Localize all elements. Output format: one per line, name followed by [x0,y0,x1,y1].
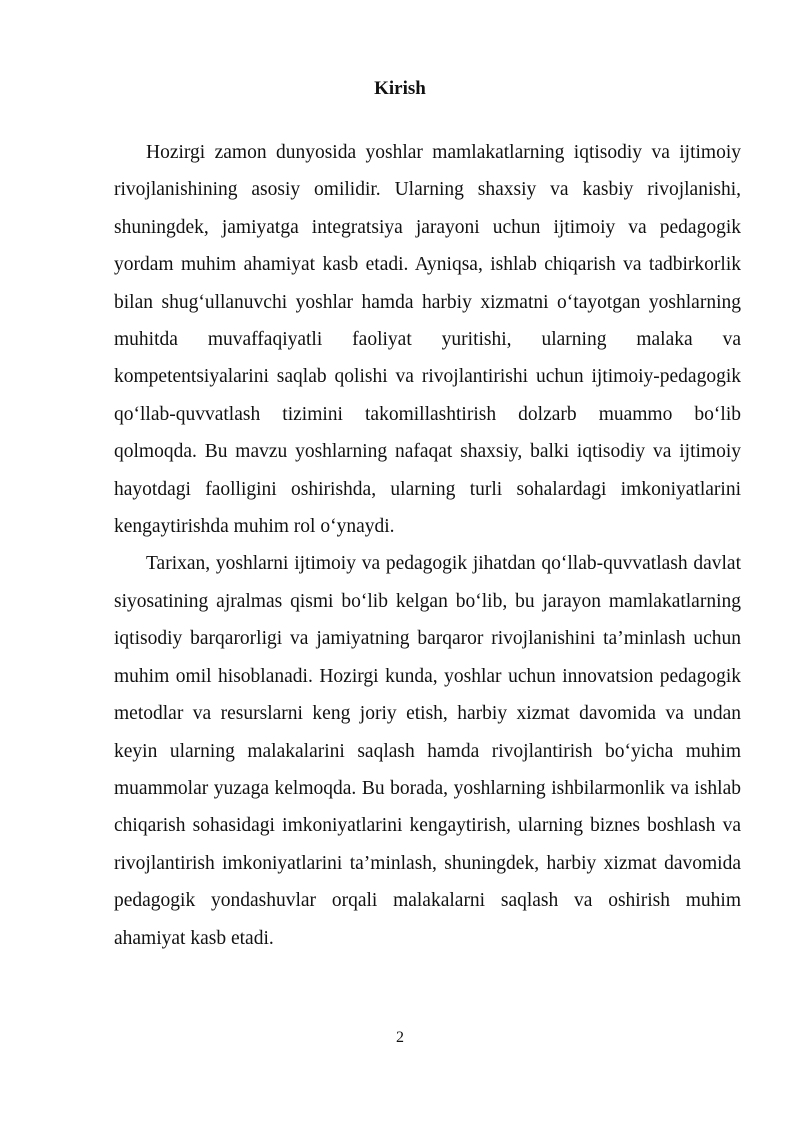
paragraph-1: Hozirgi zamon dunyosida yoshlar mamlakatlarning iqtisodiy va ijtimoiy rivojlanishining asosiy omilidir. Ularning shaxsiy va kasbiy rivojlanishi, shuningdek, jamiyatga integratsiya jarayoni uchun ijtimoiy va pedagogik yordam muhim ahamiyat kasb etadi. Ayniqsa, ishlab chiqarish va tadbirkorlik bilan shug‘ullanuvchi yoshlar hamda harbiy xizmatni o‘tayotgan yoshlarning muhitda muvaffaqiyatli faoliyat yuritishi, ularning malaka va kompetentsiyalarini saqlab qolishi va rivojlantirishi uchun ijtimoiy-pedagogik qo‘llab-quvvatlash tizimini takomillashtirish dolzarb muammo bo‘lib qolmoqda. Bu mavzu yoshlarning nafaqat shaxsiy, balki iqtisodiy va ijtimoiy hayotdagi faolligini oshirishda, ularning turli sohalardagi imkoniyatlarini kengaytirishda muhim rol o‘ynaydi. [114,142,741,538]
page-title: Kirish [374,78,426,99]
paragraph-2: Tarixan, yoshlarni ijtimoiy va pedagogik jihatdan qo‘llab-quvvatlash davlat siyosatining ajralmas qismi bo‘lib kelgan bo‘lib, bu jarayon mamlakatlarning iqtisodiy barqarorligi va jamiyatning barqaror rivojlanishini ta’minlash uchun muhim omil hisoblanadi. Hozirgi kunda, yoshlar uchun innovatsion pedagogik metodlar va resurslarni keng joriy etish, harbiy xizmat davomida va undan keyin ularning malakalarini saqlash hamda rivojlantirish bo‘yicha muhim muammolar yuzaga kelmoqda. Bu borada, yoshlarning ishbilarmonlik va ishlab chiqarish sohasidagi imkoniyatlarini kengaytirish, ularning biznes boshlash va rivojlantirish imkoniyatlarini ta’minlash, shuningdek, harbiy xizmat davomida pedagogik yondashuvlar orqali malakalarni saqlash va oshirish muhim ahamiyat kasb etadi. [114,553,741,949]
page-number: 2 [396,1029,404,1046]
body-text [114,134,741,957]
